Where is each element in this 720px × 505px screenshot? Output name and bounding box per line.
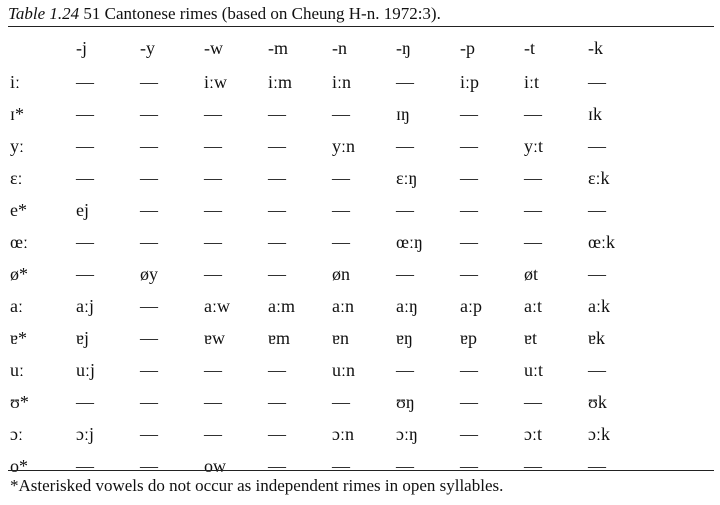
table-cell: — (140, 104, 158, 124)
table-cell: ɪk (588, 104, 603, 124)
table-cell: — (588, 456, 606, 476)
table-cell: — (332, 104, 350, 124)
table-cell: — (76, 232, 94, 252)
table-cell: — (588, 136, 606, 156)
table-cell: aːj (76, 296, 94, 316)
row-header-vowel: yː (10, 136, 25, 156)
table-cell: — (524, 200, 542, 220)
table-cell: iːt (524, 72, 540, 92)
table-cell: — (460, 264, 478, 284)
table-cell: — (76, 456, 94, 476)
table-cell: — (268, 456, 286, 476)
table-header-row (10, 30, 648, 66)
table-cell: — (268, 264, 286, 284)
table-cell: — (76, 136, 94, 156)
column-header-n: -n (332, 38, 347, 58)
table-cell: iːw (204, 72, 228, 92)
table-cell: — (460, 456, 478, 476)
row-header-vowel: ɐ* (10, 328, 27, 348)
table-cell: œːŋ (396, 232, 423, 252)
table-cell: — (524, 392, 542, 412)
table-cell: — (76, 392, 94, 412)
table-cell: — (140, 392, 158, 412)
row-header-vowel: ø* (10, 264, 28, 284)
table-cell: — (204, 392, 222, 412)
table-row (10, 130, 648, 162)
table-cell: — (332, 200, 350, 220)
table-row (10, 194, 648, 226)
table-cell: — (524, 168, 542, 188)
row-header-vowel: uː (10, 360, 25, 380)
table-cell: — (204, 200, 222, 220)
table-cell: ɐj (76, 328, 89, 348)
table-cell: ɔːn (332, 424, 354, 444)
table-cell: uːj (76, 360, 96, 380)
table-row (10, 386, 648, 418)
table-cell: — (76, 72, 94, 92)
table-cell: uːn (332, 360, 356, 380)
row-header-vowel: ʊ* (10, 392, 29, 412)
table-caption-label: Table 1.24 (8, 4, 80, 23)
table-cell: — (332, 456, 350, 476)
table-cell: — (332, 232, 350, 252)
table-row (10, 322, 648, 354)
column-header-ng: -ŋ (396, 38, 411, 58)
table-cell: aːw (204, 296, 230, 316)
table-cell: ɐm (268, 328, 290, 348)
table-top-rule (8, 26, 714, 27)
table-cell: iːp (460, 72, 480, 92)
table-cell: — (268, 168, 286, 188)
table-cell: ɛːŋ (396, 168, 418, 188)
table-cell: ɔːk (588, 424, 610, 444)
table-cell: — (140, 168, 158, 188)
table-cell: — (588, 360, 606, 380)
table-footnote: *Asterisked vowels do not occur as independent rimes in open syllables. (10, 476, 504, 495)
table-cell: — (460, 232, 478, 252)
table-cell: — (588, 200, 606, 220)
table-cell: aːt (524, 296, 542, 316)
table-cell: — (268, 200, 286, 220)
table-cell: — (140, 424, 158, 444)
table-cell: øt (524, 264, 539, 284)
table-cell: — (460, 136, 478, 156)
table-cell: — (268, 360, 286, 380)
column-header-k: -k (588, 38, 603, 58)
table-cell: — (140, 72, 158, 92)
table-cell: — (204, 424, 222, 444)
table-cell: — (460, 168, 478, 188)
table-cell: — (204, 360, 222, 380)
table-bottom-rule (8, 470, 714, 471)
table-cell: — (204, 264, 222, 284)
table-cell: ɔːŋ (396, 424, 418, 444)
table-cell: — (268, 104, 286, 124)
table-cell: — (332, 168, 350, 188)
table-row (10, 98, 648, 130)
table-row (10, 354, 648, 386)
table-cell: aːm (268, 296, 295, 316)
row-header-vowel: ɪ* (10, 104, 25, 124)
table-cell: aːk (588, 296, 610, 316)
table-cell: — (588, 72, 606, 92)
table-cell: ʊŋ (396, 392, 415, 412)
table-row (10, 258, 648, 290)
table-cell: yːt (524, 136, 544, 156)
table-cell: — (460, 104, 478, 124)
table-cell: ow (204, 456, 226, 476)
table-cell: — (140, 136, 158, 156)
table-cell: ɔːt (524, 424, 542, 444)
table-cell: øn (332, 264, 350, 284)
table-cell: — (524, 456, 542, 476)
table-cell: — (332, 392, 350, 412)
table-row (10, 162, 648, 194)
table-row (10, 66, 648, 98)
table-cell: ɐt (524, 328, 537, 348)
table-cell: — (396, 72, 414, 92)
table-cell: — (140, 360, 158, 380)
table-cell: ɐp (460, 328, 477, 348)
table-cell: — (524, 104, 542, 124)
table-cell: iːn (332, 72, 352, 92)
table-cell: — (76, 168, 94, 188)
table-cell: ɐw (204, 328, 225, 348)
table-cell: — (204, 232, 222, 252)
table-cell: — (460, 200, 478, 220)
table-cell: — (396, 264, 414, 284)
table-cell: ɐk (588, 328, 605, 348)
table-cell: — (460, 424, 478, 444)
table-cell: ɛːk (588, 168, 610, 188)
table-cell: — (140, 456, 158, 476)
column-header-p: -p (460, 38, 475, 58)
table-row (10, 226, 648, 258)
table-cell: — (140, 328, 158, 348)
rimes-table (10, 30, 648, 482)
column-header-t: -t (524, 38, 535, 58)
table-caption-text: 51 Cantonese rimes (based on Cheung H-n. 1972:3). (83, 4, 441, 23)
column-header-m: -m (268, 38, 288, 58)
row-header-vowel: ɛː (10, 168, 23, 188)
table-cell: — (268, 136, 286, 156)
table-cell: — (204, 168, 222, 188)
row-header-vowel: œː (10, 232, 28, 252)
table-cell: aːn (332, 296, 354, 316)
table-cell: — (140, 200, 158, 220)
table-cell: — (76, 264, 94, 284)
table-row (10, 290, 648, 322)
table-row (10, 418, 648, 450)
table-cell: aːŋ (396, 296, 418, 316)
header-corner-cell (10, 30, 76, 66)
table-cell: — (396, 136, 414, 156)
table-cell: — (140, 232, 158, 252)
table-cell: — (204, 136, 222, 156)
table-cell: iːm (268, 72, 293, 92)
column-header-y: -y (140, 38, 155, 58)
column-header-j: -j (76, 38, 87, 58)
table-cell: — (268, 232, 286, 252)
table-cell: ej (76, 200, 89, 220)
table-cell: uːt (524, 360, 544, 380)
table-cell: ɪŋ (396, 104, 410, 124)
row-header-vowel: o* (10, 456, 28, 476)
table-cell: ɐŋ (396, 328, 413, 348)
table-cell: aːp (460, 296, 482, 316)
column-header-w: -w (204, 38, 223, 58)
table-cell: ʊk (588, 392, 607, 412)
table-cell: — (396, 456, 414, 476)
table-caption (8, 4, 441, 24)
table-cell: — (268, 424, 286, 444)
table-cell: — (588, 264, 606, 284)
table-cell: — (76, 104, 94, 124)
table-body (10, 66, 648, 482)
row-header-vowel: aː (10, 296, 23, 316)
table-cell: — (204, 104, 222, 124)
table-cell: — (268, 392, 286, 412)
row-header-vowel: iː (10, 72, 21, 92)
table-cell: ɐn (332, 328, 349, 348)
table-cell: yːn (332, 136, 356, 156)
table-cell: — (460, 360, 478, 380)
table-cell: — (396, 200, 414, 220)
table-cell: œːk (588, 232, 615, 252)
row-header-vowel: ɔː (10, 424, 23, 444)
table-cell: — (460, 392, 478, 412)
table-cell: — (140, 296, 158, 316)
table-cell: — (396, 360, 414, 380)
row-header-vowel: e* (10, 200, 27, 220)
table-cell: øy (140, 264, 158, 284)
table-cell: — (524, 232, 542, 252)
table-cell: ɔːj (76, 424, 94, 444)
